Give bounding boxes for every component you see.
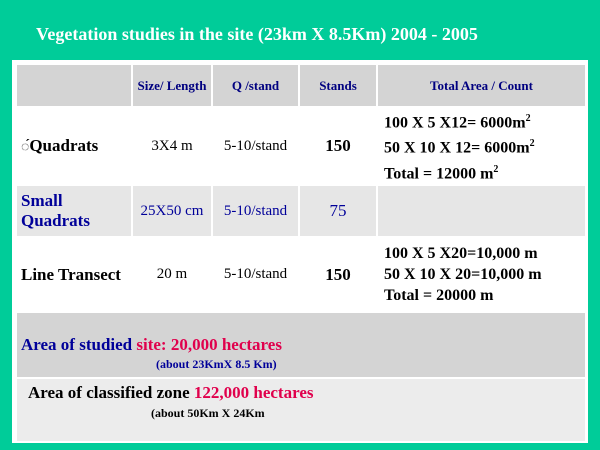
row-q: 5-10/stand xyxy=(212,185,299,237)
studied-area-note: (about 23KmX 8.5 Km) xyxy=(156,357,277,371)
total-line: 100 X 5 $X12= 6000m^2$ xyxy=(384,113,531,132)
row-total xyxy=(377,107,586,185)
header-row xyxy=(16,64,586,107)
row-name: Quadrats xyxy=(29,136,99,155)
total-line: 50 X 10 X $12= 6000m^2$ xyxy=(384,138,535,157)
row-total xyxy=(377,185,586,237)
row-stands: 75 xyxy=(299,185,377,237)
bullet-icon: ◌́ xyxy=(21,140,30,155)
row-stands: 150 xyxy=(299,237,377,312)
classified-zone-note: (about 50Km X 24Km xyxy=(151,406,265,420)
vegetation-table xyxy=(15,63,587,443)
total-line: 50 X 10 X 20=10,000 m xyxy=(384,266,542,283)
classified-zone-title: Area of classified zone 122,000 hectares xyxy=(28,383,314,402)
total-line: Total = 20000 m xyxy=(384,287,494,304)
slide-title: Vegetation studies in the site (23km X 8.5Km) 2004 - 2005 xyxy=(36,24,478,44)
table-row xyxy=(16,185,586,237)
header-size: Size/ Length xyxy=(132,64,212,107)
row-stands: 150 xyxy=(299,107,377,185)
studied-area-value: site: 20,000 hectares xyxy=(136,335,282,354)
row-name: Small Quadrats xyxy=(16,185,132,237)
classified-zone-row xyxy=(16,378,586,442)
total-line: Total = 12000 $m^2$ xyxy=(384,163,499,182)
row-total xyxy=(377,237,586,312)
table-row xyxy=(16,107,586,185)
row-q: 5-10/stand xyxy=(212,237,299,312)
studied-area-row xyxy=(16,312,586,378)
classified-zone-value: 122,000 hectares xyxy=(193,383,314,402)
classified-zone-cell xyxy=(16,378,586,442)
studied-area-cell xyxy=(16,312,586,378)
table-row xyxy=(16,237,586,312)
row-size: 3X4 m xyxy=(132,107,212,185)
studied-area-title: Area of studied site: 20,000 hectares xyxy=(21,335,282,354)
header-q: Q /stand xyxy=(212,64,299,107)
row-size: 25X50 cm xyxy=(132,185,212,237)
row-name: Line Transect xyxy=(16,237,132,312)
row-name-cell xyxy=(16,107,132,185)
row-q: 5-10/stand xyxy=(212,107,299,185)
header-blank xyxy=(16,64,132,107)
total-line: 100 X 5 X20=10,000 m xyxy=(384,245,538,262)
row-size: 20 m xyxy=(132,237,212,312)
header-total: Total Area / Count xyxy=(377,64,586,107)
header-stands: Stands xyxy=(299,64,377,107)
